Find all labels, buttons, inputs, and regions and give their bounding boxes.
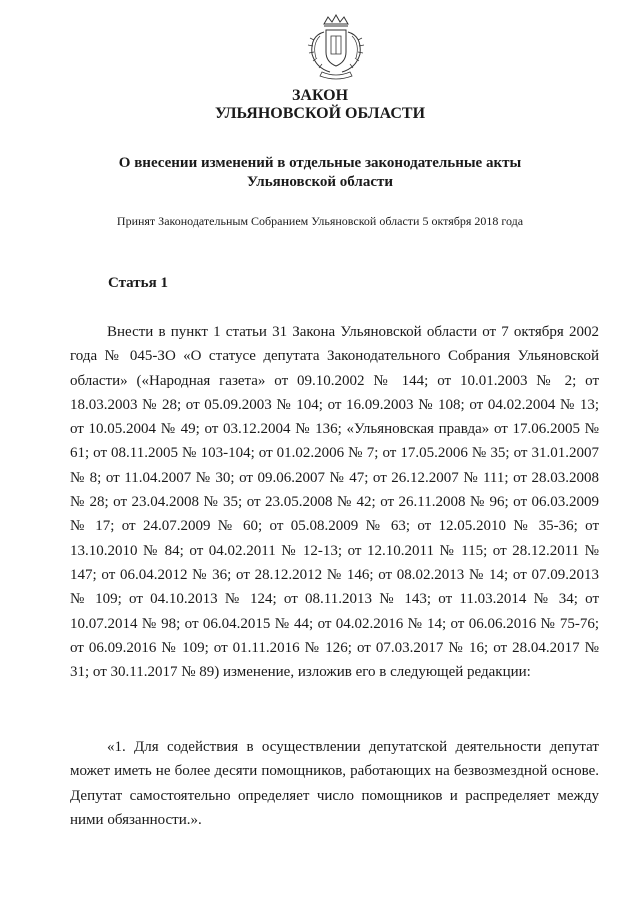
law-title-line2: УЛЬЯНОВСКОЙ ОБЛАСТИ bbox=[214, 105, 426, 122]
coat-of-arms-icon bbox=[300, 14, 372, 80]
law-title-line1: ЗАКОН bbox=[291, 87, 349, 104]
adoption-note: Принят Законодательным Собранием Ульяновской области 5 октября 2018 года bbox=[116, 214, 524, 228]
amendment-text-paragraph: «1. Для содействия в осуществлении депутатской деятельности депутат может иметь не более десяти помощников, работающих на безвозмездной основе. Депутат самостоятельно определяет число помощников и распределяет между ними обязанности.». bbox=[70, 739, 599, 828]
law-subtitle-line2: Ульяновской области bbox=[246, 174, 394, 190]
law-subtitle-line1: О внесении изменений в отдельные законодательные акты bbox=[118, 155, 522, 171]
article-body-paragraph: Внести в пункт 1 статьи 31 Закона Ульяновской области от 7 октября 2002 года № 045-ЗО «О статусе депутата Законодательного Собрания Ульяновской области» («Народная газета» от 09.10.2002 № 144; от 10.01.2003 № 2; от 18.03.2003 № 28; от 05.09.2003 № 104; от 16.09.2003 № 108; от 04.02.2004 № 13; от 10.05.2004 № 49; от 03.12.2004 № 136; «Ульяновская правда» от 17.06.2005 № 61; от 08.11.2005 № 103-104; от 01.02.2006 № 7; от 17.05.2006 № 35; от 31.01.2007 № 8; от 11.04.2007 № 30; от 09.06.2007 № 47; от 26.12.2007 № 111; от 28.03.2008 № 28; от 23.04.2008 № 35; от 23.05.2008 № 42; от 26.11.2008 № 96; от 06.03.2009 № 17; от 24.07.2009 № 60; от 05.08.2009 № 63; от 12.05.2010 № 35-36; от 13.10.2010 № 84; от 04.02.2011 № 12-13; от 12.10.2011 № 115; от 28.12.2011 № 147; от 06.04.2012 № 36; от 28.12.2012 № 146; от 08.02.2013 № 14; от 07.09.2013 № 109; от 04.10.2013 № 124; от 08.11.2013 № 143; от 11.03.2014 № 34; от 10.07.2014 № 98; от 06.04.2015 № 44; от 04.02.2016 № 14; от 06.06.2016 № 75-76; от 06.09.2016 № 109; от 01.11.2016 № 126; от 07.03.2017 № 16; от 28.04.2017 № 31; от 30.11.2017 № 89) изменение, изложив его в следующей редакции: bbox=[70, 324, 599, 681]
article-heading: Статья 1 bbox=[108, 275, 168, 291]
